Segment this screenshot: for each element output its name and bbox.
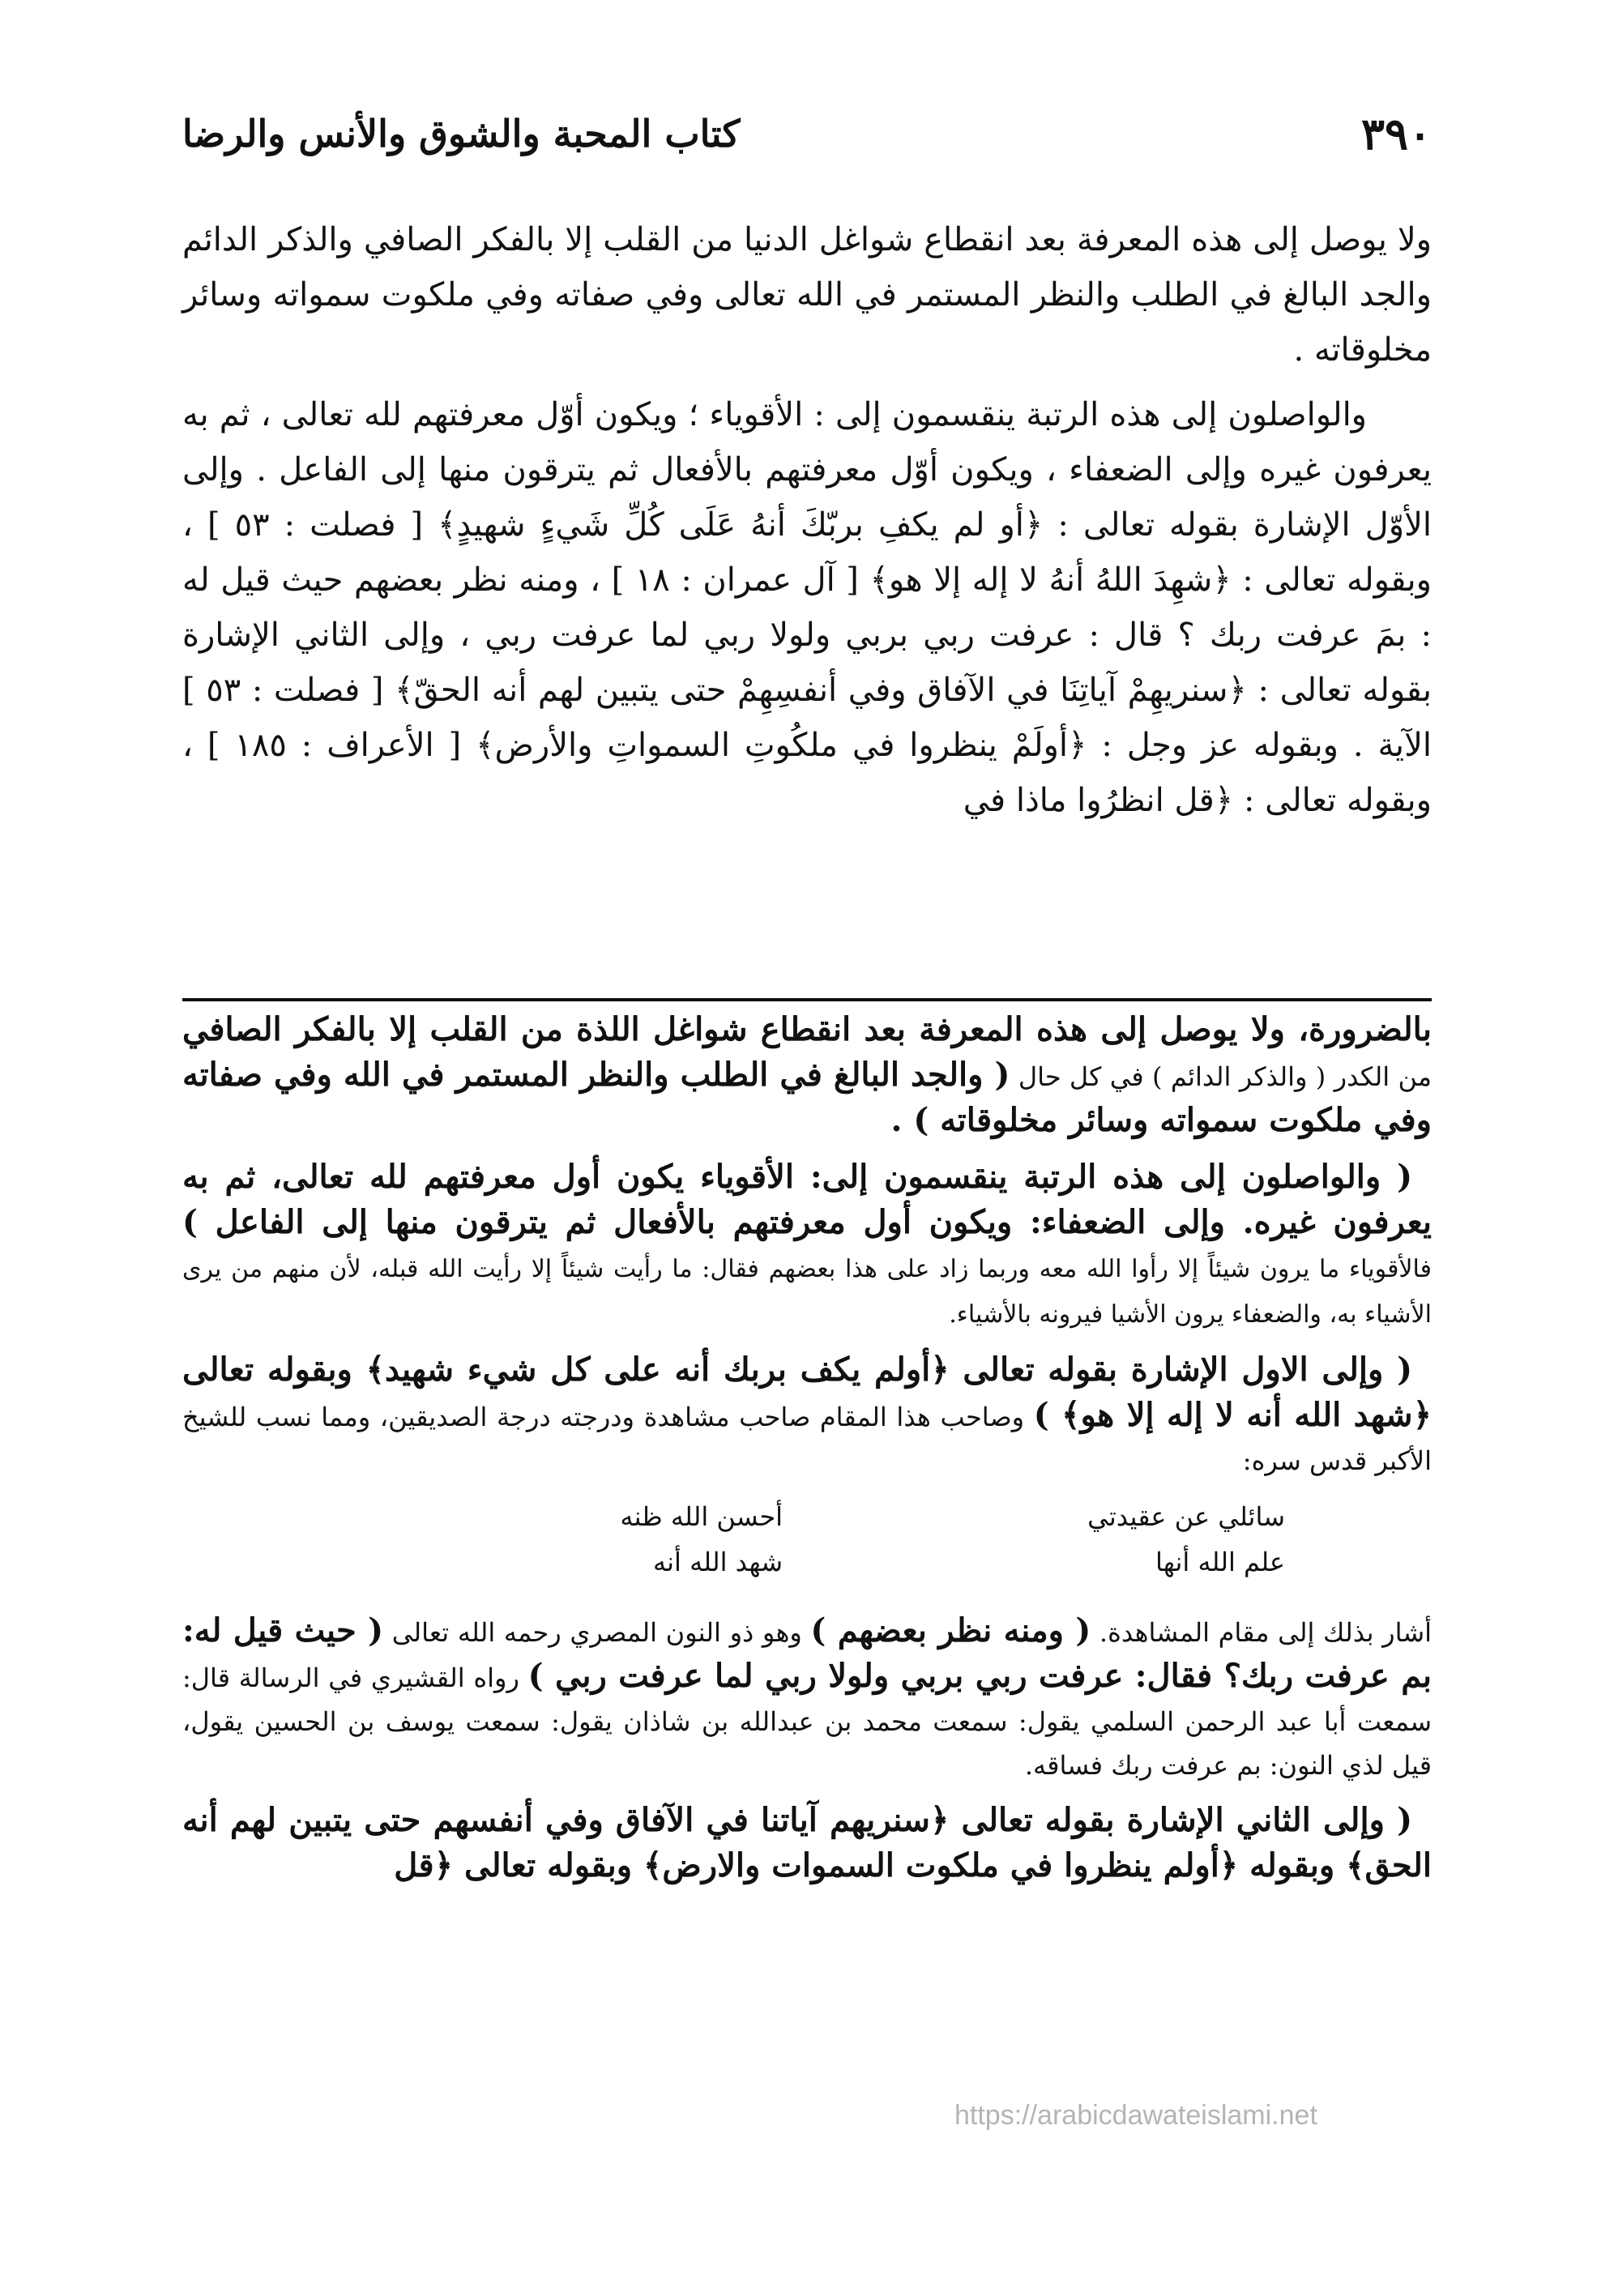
commentary-paragraph-4: [182, 1609, 1432, 1787]
main-paragraph-1: ولا يوصل إلى هذه المعرفة بعد انقطاع شواغل الدنيا من القلب إلا بالفكر الصافي والذكر الدائم والجد البالغ في الطلب والنظر المستمر في الله تعالى وفي صفاته وفي ملكوت سمواته وسائر مخلوقاته .: [182, 221, 1433, 369]
main-text: [182, 212, 1432, 838]
commentary-sharh: وصاحب هذا المقام صاحب مشاهدة ودرجته درجة الصديقين، ومما نسب للشيخ الأكبر قدس سره:: [182, 1402, 1432, 1476]
poem-verse: [329, 1494, 1285, 1585]
commentary-matn: ( والجد البالغ في الطلب والنظر المستمر في الله وفي صفاته وفي ملكوت سمواته وسائر مخلوقاته ) .: [182, 1056, 1432, 1139]
verse-line-2-second-hemistich: شهد الله أنه: [652, 1547, 783, 1577]
main-paragraph-2: والواصلون إلى هذه الرتبة ينقسمون إلى : الأقوياء ؛ ويكون أوّل معرفتهم لله تعالى ، ثم به يعرفون غيره وإلى الضعفاء ، ويكون أوّل معرفتهم بالأفعال ثم يترقون منها إلى الفاعل . وإلى الأوّل الإشارة بقوله تعالى : ﴿أو لم يكفِ بربّكَ أنهُ عَلَى كُلِّ شَيءٍ شهيدٍ﴾ [ فصلت : ٥٣ ] ، وبقوله تعالى : ﴿شهِدَ اللهُ أنهُ لا إله إلا هو﴾ [ آل عمران : ١٨ ] ، ومنه نظر بعضهم حيث قيل له : بمَ عرفت ربك ؟ قال : عرفت ربي بربي ولولا ربي لما عرفت ربي ، وإلى الثاني الإشارة بقوله تعالى : ﴿سنريهِمْ آياتِنَا في الآفاق وفي أنفسِهِمْ حتى يتبين لهم أنه الحقّ﴾ [ فصلت : ٥٣ ] الآية . وبقوله عز وجل : ﴿أولَمْ ينظروا في ملكُوتِ السمواتِ والأرض﴾ [ الأعراف : ١٨٥ ] ، وبقوله تعالى : ﴿قل انظرُوا ماذا في: [182, 396, 1432, 819]
commentary-paragraph-3: [182, 1348, 1432, 1483]
commentary-matn: بالضرورة، ولا يوصل إلى هذه المعرفة بعد انقطاع شواغل اللذة من القلب إلا بالفكر الصافي: [182, 1010, 1433, 1048]
commentary-matn: ( حيث قيل له: بم عرفت ربك؟ فقال: عرفت ربي بربي ولولا ربي لما عرفت ربي ): [182, 1611, 1433, 1695]
commentary-paragraph-1: [182, 1008, 1432, 1144]
verse-line-1-second-hemistich: أحسن الله ظنه: [620, 1501, 783, 1532]
commentary-matn: ( وإلى الاول الإشارة بقوله تعالى ﴿أولم يكف بربك أنه على كل شيء شهيد﴾ وبقوله تعالى ﴿شهد الله أنه لا إله إلا هو﴾ ): [182, 1351, 1433, 1434]
verse-line-1-first-hemistich: سائلي عن عقيدتي: [1087, 1501, 1285, 1532]
commentary-paragraph-5: [182, 1799, 1432, 1889]
section-divider: [182, 998, 1432, 1001]
commentary-sharh: فالأقوياء ما يرون شيئاً إلا رأوا الله معه وربما زاد على هذا بعضهم فقال: ما رأيت شيئاً إلا رأيت الله قبله، لأن منهم من يرى الأشياء به، والضعفاء يرون الأشيا فيرونه بالأشياء.: [182, 1255, 1432, 1329]
commentary-sharh: رواه القشيري في الرسالة قال: سمعت أبا عبد الرحمن السلمي يقول: سمعت محمد بن عبدالله بن شاذان يقول: سمعت يوسف بن الحسين يقول، قيل لذي النون: بم عرفت ربك فساقه.: [182, 1662, 1433, 1781]
commentary-sharh: وهو ذو النون المصري رحمه الله تعالى: [391, 1617, 802, 1648]
commentary-matn: ( والواصلون إلى هذه الرتبة ينقسمون إلى: الأقوياء يكون أول معرفتهم لله تعالى، ثم به يعرفون غيره. وإلى الضعفاء: ويكون أول معرفتهم بالأفعال ثم يترقون منها إلى الفاعل ): [182, 1158, 1432, 1241]
verse-line-2-first-hemistich: علم الله أنها: [1155, 1547, 1285, 1577]
commentary-sharh: من الكدر ( والذكر الدائم ) في كل حال: [1018, 1061, 1433, 1092]
commentary-matn: ( ومنه نظر بعضهم ): [810, 1611, 1091, 1649]
watermark-url: https://arabicdawateislami.net: [954, 2100, 1317, 2131]
commentary: [182, 1008, 1432, 1901]
page-header: [182, 97, 1432, 170]
commentary-matn: ( وإلى الثاني الإشارة بقوله تعالى ﴿سنريهم آياتنا في الآفاق وفي أنفسهم حتى يتبين لهم أنه الحق﴾ وبقوله ﴿أولم ينظروا في ملكوت السموات والارض﴾ وبقوله تعالى ﴿قل: [182, 1801, 1432, 1884]
commentary-sharh: أشار بذلك إلى مقام المشاهدة.: [1099, 1617, 1433, 1648]
commentary-paragraph-2: [182, 1155, 1432, 1337]
page-number: ٣٩٠: [1360, 108, 1432, 160]
running-title: كتاب المحبة والشوق والأنس والرضا: [182, 112, 741, 156]
